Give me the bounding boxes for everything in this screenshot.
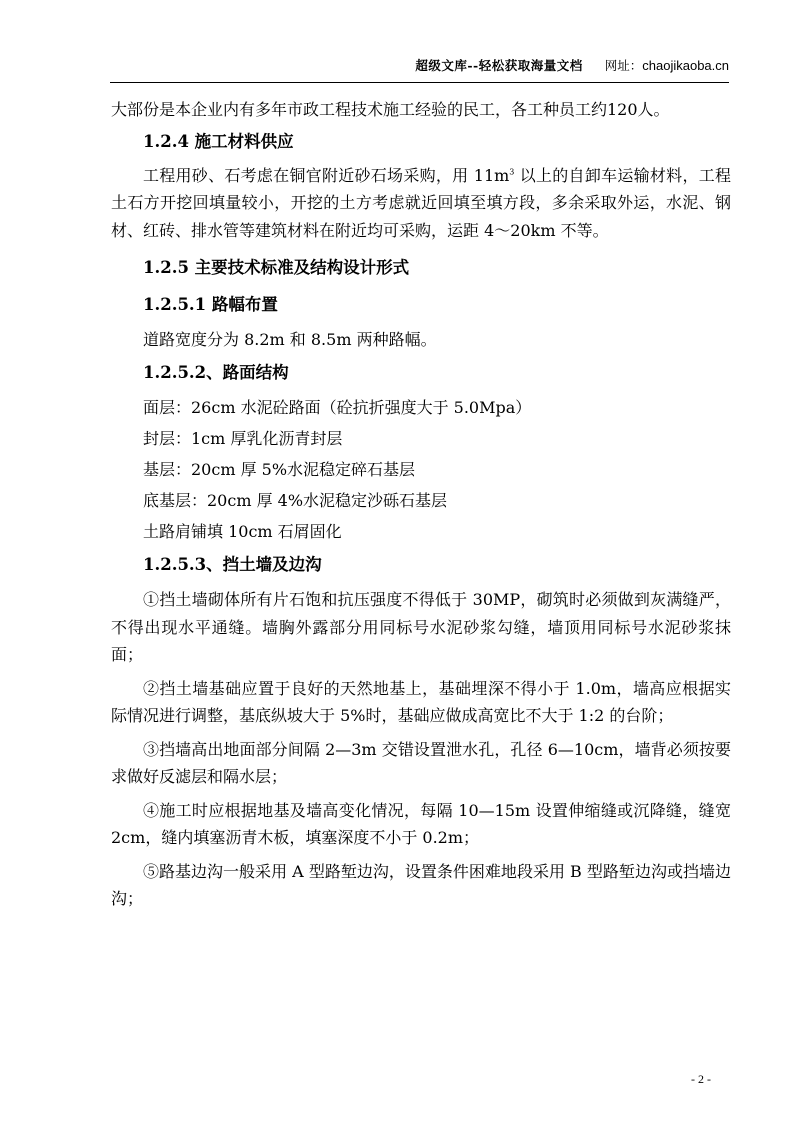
layer-base: 基层：20cm 厚 5%水泥稳定碎石基层: [143, 460, 416, 479]
heading-1-2-5-3: 1.2.5.3、挡土墙及边沟: [143, 555, 322, 574]
heading-1-2-5-2: 1.2.5.2、路面结构: [143, 363, 289, 382]
retaining-wall-item-1: ①挡土墙砌体所有片石饱和抗压强度不得低于 30MP，砌筑时必须做到灰满缝严，不得出现水平通缝。墙胸外露部分用同标号水泥砂浆勾缝，墙顶用同标号水泥砂浆抹面；: [111, 590, 731, 664]
intro-paragraph: 大部份是本企业内有多年市政工程技术施工经验的民工，各工种员工约120人。: [111, 100, 670, 119]
heading-1-2-5: 1.2.5 主要技术标准及结构设计形式: [143, 258, 410, 277]
heading-1-2-4: 1.2.4 施工材料供应: [143, 131, 294, 151]
layer-surface: 面层：26cm 水泥砼路面（砼抗折强度大于 5.0Mpa）: [143, 398, 532, 417]
header-url-label: 网址：: [604, 58, 643, 73]
retaining-wall-item-5: ⑤路基边沟一般采用 A 型路堑边沟，设置条件困难地段采用 B 型路堑边沟或挡墙边沟；: [111, 861, 731, 908]
materials-text-b: 以上的自卸车运输材料，工程土石方开挖回填量较小，开挖的土方考虑就近回填至填方段，多余采取外运，水泥、钢材、红砖、排水管等建筑材料在附近均可采购，运距 4～20km 不等。: [111, 165, 731, 240]
road-width-paragraph: 道路宽度分为 8.2m 和 8.5m 两种路幅。: [143, 330, 437, 349]
layer-subbase: 底基层：20cm 厚 4%水泥稳定沙砾石基层: [143, 491, 448, 510]
heading-1-2-5-1: 1.2.5.1 路幅布置: [143, 295, 278, 314]
retaining-wall-item-2: ②挡土墙基础应置于良好的天然地基上，基础埋深不得小于 1.0m，墙高应根据实际情况进行调整，基底纵坡大于 5%时，基础应做成高宽比不大于 1:2 的台阶；: [111, 678, 731, 725]
document-body: [111, 96, 731, 913]
retaining-wall-item-4: ④施工时应根据地基及墙高变化情况，每隔 10—15m 设置伸缩缝或沉降缝，缝宽 2cm，缝内填塞沥青木板，填塞深度不小于 0.2m；: [111, 800, 731, 847]
cubic-superscript: 3: [509, 167, 515, 177]
header-url: chaojikaoba.cn: [642, 58, 729, 73]
layer-shoulder: 土路肩铺填 10cm 石屑固化: [143, 522, 342, 541]
header-site-name: 超级文库--轻松获取海量文档: [415, 58, 583, 73]
layer-seal: 封层：1cm 厚乳化沥青封层: [143, 429, 343, 448]
page-number: - 2 -: [691, 1072, 711, 1086]
materials-paragraph: [111, 162, 731, 245]
page-header: [110, 56, 729, 83]
retaining-wall-item-3: ③挡墙高出地面部分间隔 2—3m 交错设置泄水孔，孔径 6—10cm，墙背必须按要求做好反滤层和隔水层；: [111, 739, 731, 786]
pavement-layers-list: [111, 392, 731, 547]
materials-text-a: 工程用砂、石考虑在铜官附近砂石场采购，用 11m: [143, 165, 510, 185]
